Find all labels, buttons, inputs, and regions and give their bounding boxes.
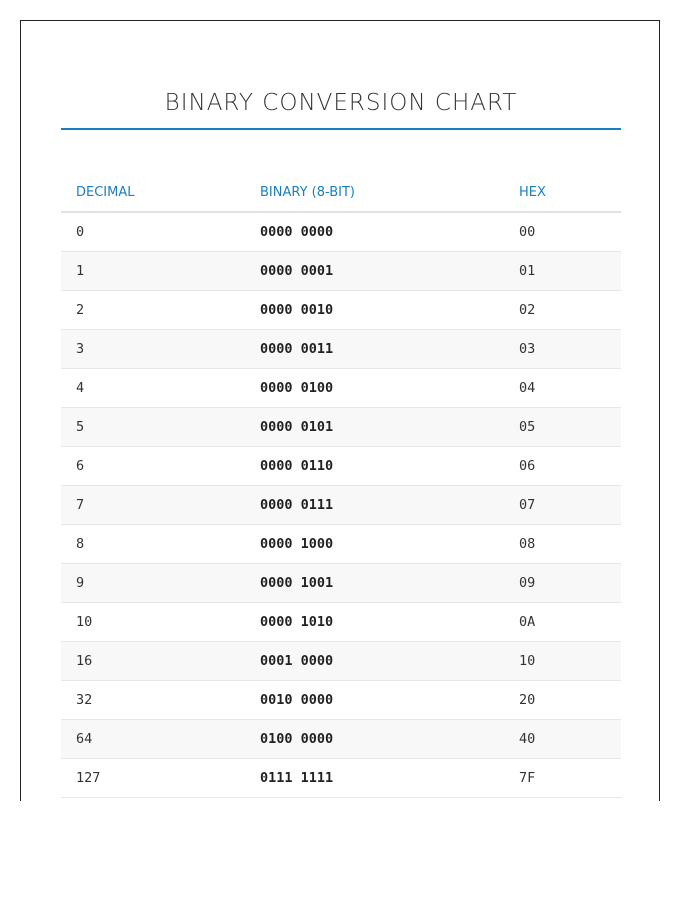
binary-cell: 0000 0000: [245, 212, 504, 251]
table-row: [61, 329, 621, 368]
table-row: [61, 641, 621, 680]
hex-cell: 09: [504, 563, 621, 602]
hex-cell: 40: [504, 719, 621, 758]
table-row: [61, 485, 621, 524]
binary-cell: 0000 0110: [245, 446, 504, 485]
table-row: [61, 563, 621, 602]
page-title: BINARY CONVERSION CHART: [164, 90, 518, 116]
binary-cell: 0000 0001: [245, 251, 504, 290]
binary-cell: 0000 1010: [245, 602, 504, 641]
binary-cell: 0000 0100: [245, 368, 504, 407]
decimal-cell: 5: [61, 407, 245, 446]
decimal-cell: 8: [61, 524, 245, 563]
table-row: [61, 446, 621, 485]
binary-cell: 0111 1111: [245, 758, 504, 797]
binary-cell: 0000 0010: [245, 290, 504, 329]
title-divider: [61, 128, 621, 130]
table-row: [61, 407, 621, 446]
hex-cell: 20: [504, 680, 621, 719]
decimal-cell: 32: [61, 680, 245, 719]
table-row: [61, 212, 621, 251]
hex-cell: 06: [504, 446, 621, 485]
binary-cell: 0000 0111: [245, 485, 504, 524]
binary-cell: 0000 0101: [245, 407, 504, 446]
table-row: [61, 524, 621, 563]
hex-cell: 0A: [504, 602, 621, 641]
conversion-table: [61, 174, 621, 798]
decimal-cell: 7: [61, 485, 245, 524]
hex-cell: 01: [504, 251, 621, 290]
hex-cell: 04: [504, 368, 621, 407]
column-header-hex: HEX: [504, 174, 621, 212]
decimal-cell: 3: [61, 329, 245, 368]
decimal-cell: 1: [61, 251, 245, 290]
table-header-row: [61, 174, 621, 212]
hex-cell: 10: [504, 641, 621, 680]
hex-cell: 05: [504, 407, 621, 446]
decimal-cell: 4: [61, 368, 245, 407]
table-row: [61, 680, 621, 719]
decimal-cell: 9: [61, 563, 245, 602]
hex-cell: 08: [504, 524, 621, 563]
binary-cell: 0000 0011: [245, 329, 504, 368]
binary-cell: 0000 1000: [245, 524, 504, 563]
decimal-cell: 6: [61, 446, 245, 485]
document-page: [20, 20, 660, 801]
hex-cell: 07: [504, 485, 621, 524]
binary-cell: 0001 0000: [245, 641, 504, 680]
decimal-cell: 64: [61, 719, 245, 758]
table-row: [61, 719, 621, 758]
table-row: [61, 290, 621, 329]
hex-cell: 03: [504, 329, 621, 368]
table-row: [61, 602, 621, 641]
column-header-decimal: DECIMAL: [61, 174, 245, 212]
hex-cell: 7F: [504, 758, 621, 797]
decimal-cell: 10: [61, 602, 245, 641]
table-row: [61, 758, 621, 797]
hex-cell: 02: [504, 290, 621, 329]
binary-cell: 0100 0000: [245, 719, 504, 758]
hex-cell: 00: [504, 212, 621, 251]
decimal-cell: 2: [61, 290, 245, 329]
binary-cell: 0000 1001: [245, 563, 504, 602]
decimal-cell: 127: [61, 758, 245, 797]
column-header-binary: BINARY (8-BIT): [245, 174, 504, 212]
binary-cell: 0010 0000: [245, 680, 504, 719]
decimal-cell: 0: [61, 212, 245, 251]
decimal-cell: 16: [61, 641, 245, 680]
table-row: [61, 251, 621, 290]
table-row: [61, 368, 621, 407]
